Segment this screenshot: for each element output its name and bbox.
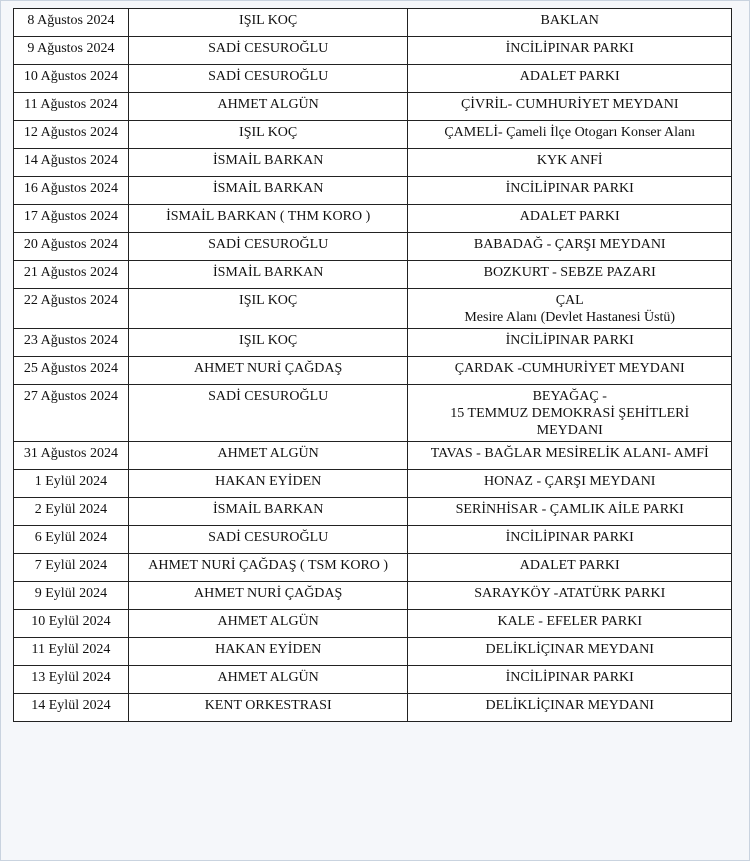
date-cell: 13 Eylül 2024 [14,666,129,694]
date-cell: 9 Eylül 2024 [14,582,129,610]
venue-line: Mesire Alanı (Devlet Hastanesi Üstü) [464,310,676,325]
artist-cell: AHMET ALGÜN [128,666,408,694]
date-cell: 12 Ağustos 2024 [14,121,129,149]
venue-cell [408,37,732,65]
venue-cell [408,554,732,582]
table-row [14,666,732,694]
venue-line: İNCİLİPINAR PARKI [505,41,634,56]
table-row [14,610,732,638]
venue-line: İNCİLİPINAR PARKI [505,530,634,545]
artist-cell: SADİ CESUROĞLU [128,65,408,93]
date-cell: 16 Ağustos 2024 [14,177,129,205]
venue-cell [408,93,732,121]
artist-cell: HAKAN EYİDEN [128,638,408,666]
artist-cell: KENT ORKESTRASI [128,694,408,722]
venue-line: SARAYKÖY -ATATÜRK PARKI [474,586,666,601]
artist-cell: IŞIL KOÇ [128,9,408,37]
date-cell: 14 Ağustos 2024 [14,149,129,177]
venue-cell [408,666,732,694]
artist-cell: İSMAİL BARKAN ( THM KORO ) [128,205,408,233]
venue-cell [408,385,732,442]
table-row [14,526,732,554]
table-row [14,9,732,37]
artist-cell: IŞIL KOÇ [128,329,408,357]
date-cell: 6 Eylül 2024 [14,526,129,554]
venue-cell [408,65,732,93]
artist-cell: AHMET ALGÜN [128,442,408,470]
venue-cell [408,9,732,37]
artist-cell: IŞIL KOÇ [128,289,408,329]
table-row [14,65,732,93]
venue-line: İNCİLİPINAR PARKI [505,670,634,685]
artist-cell: İSMAİL BARKAN [128,149,408,177]
table-row [14,329,732,357]
date-cell: 20 Ağustos 2024 [14,233,129,261]
table-row [14,289,732,329]
artist-cell: İSMAİL BARKAN [128,261,408,289]
table-row [14,694,732,722]
venue-line: ADALET PARKI [519,558,620,573]
table-row [14,177,732,205]
date-cell: 21 Ağustos 2024 [14,261,129,289]
artist-cell: İSMAİL BARKAN [128,177,408,205]
table-row [14,442,732,470]
table-row [14,93,732,121]
date-cell: 11 Ağustos 2024 [14,93,129,121]
venue-cell [408,289,732,329]
artist-cell: SADİ CESUROĞLU [128,526,408,554]
venue-cell [408,498,732,526]
date-cell: 9 Ağustos 2024 [14,37,129,65]
date-cell: 7 Eylül 2024 [14,554,129,582]
date-cell: 8 Ağustos 2024 [14,9,129,37]
table-row [14,554,732,582]
venue-line: BAKLAN [540,13,599,28]
table-row [14,233,732,261]
venue-cell [408,149,732,177]
artist-cell: SADİ CESUROĞLU [128,385,408,442]
venue-cell [408,261,732,289]
venue-line: İNCİLİPINAR PARKI [505,181,634,196]
venue-line: DELİKLİÇINAR MEYDANI [485,642,654,657]
date-cell: 23 Ağustos 2024 [14,329,129,357]
venue-line: ÇARDAK -CUMHURİYET MEYDANI [454,361,685,376]
table-row [14,205,732,233]
venue-line: SERİNHİSAR - ÇAMLIK AİLE PARKI [455,502,684,517]
concert-schedule-table [13,8,732,722]
venue-line: KYK ANFİ [536,153,603,168]
date-cell: 17 Ağustos 2024 [14,205,129,233]
schedule-body [14,9,732,722]
table-row [14,357,732,385]
artist-cell: SADİ CESUROĞLU [128,37,408,65]
table-row [14,470,732,498]
venue-line: BABADAĞ - ÇARŞI MEYDANI [473,237,666,252]
date-cell: 22 Ağustos 2024 [14,289,129,329]
table-row [14,638,732,666]
table-row [14,582,732,610]
venue-line: KALE - EFELER PARKI [497,614,642,629]
venue-cell [408,233,732,261]
venue-cell [408,694,732,722]
date-cell: 10 Eylül 2024 [14,610,129,638]
table-row [14,37,732,65]
venue-cell [408,610,732,638]
date-cell: 11 Eylül 2024 [14,638,129,666]
artist-cell: SADİ CESUROĞLU [128,233,408,261]
venue-cell [408,121,732,149]
venue-cell [408,526,732,554]
table-row [14,498,732,526]
artist-cell: IŞIL KOÇ [128,121,408,149]
date-cell: 10 Ağustos 2024 [14,65,129,93]
artist-cell: AHMET NURİ ÇAĞDAŞ [128,357,408,385]
table-row [14,149,732,177]
venue-line: DELİKLİÇINAR MEYDANI [485,698,654,713]
artist-cell: AHMET NURİ ÇAĞDAŞ ( TSM KORO ) [128,554,408,582]
artist-cell: AHMET ALGÜN [128,93,408,121]
date-cell: 1 Eylül 2024 [14,470,129,498]
venue-cell [408,329,732,357]
venue-line: ADALET PARKI [519,209,620,224]
venue-cell [408,442,732,470]
table-row [14,261,732,289]
date-cell: 31 Ağustos 2024 [14,442,129,470]
venue-line: MEYDANI [536,423,603,438]
venue-cell [408,357,732,385]
artist-cell: AHMET ALGÜN [128,610,408,638]
venue-line: ADALET PARKI [519,69,620,84]
venue-line: HONAZ - ÇARŞI MEYDANI [483,474,656,489]
date-cell: 14 Eylül 2024 [14,694,129,722]
venue-cell [408,582,732,610]
venue-line: İNCİLİPINAR PARKI [505,333,634,348]
venue-cell [408,205,732,233]
date-cell: 2 Eylül 2024 [14,498,129,526]
venue-line: ÇAMELİ- Çameli İlçe Otogarı Konser Alanı [444,125,696,140]
venue-line: ÇİVRİL- CUMHURİYET MEYDANI [460,97,679,112]
date-cell: 27 Ağustos 2024 [14,385,129,442]
artist-cell: İSMAİL BARKAN [128,498,408,526]
table-row [14,385,732,442]
table-row [14,121,732,149]
venue-line: BOZKURT - SEBZE PAZARI [483,265,656,280]
date-cell: 25 Ağustos 2024 [14,357,129,385]
venue-cell [408,638,732,666]
artist-cell: AHMET NURİ ÇAĞDAŞ [128,582,408,610]
venue-line: BEYAĞAÇ - [532,389,607,404]
venue-line: 15 TEMMUZ DEMOKRASİ ŞEHİTLERİ [450,406,690,421]
venue-line: ÇAL [555,293,584,308]
artist-cell: HAKAN EYİDEN [128,470,408,498]
venue-cell [408,470,732,498]
venue-line: TAVAS - BAĞLAR MESİRELİK ALANI- AMFİ [430,446,709,461]
venue-cell [408,177,732,205]
